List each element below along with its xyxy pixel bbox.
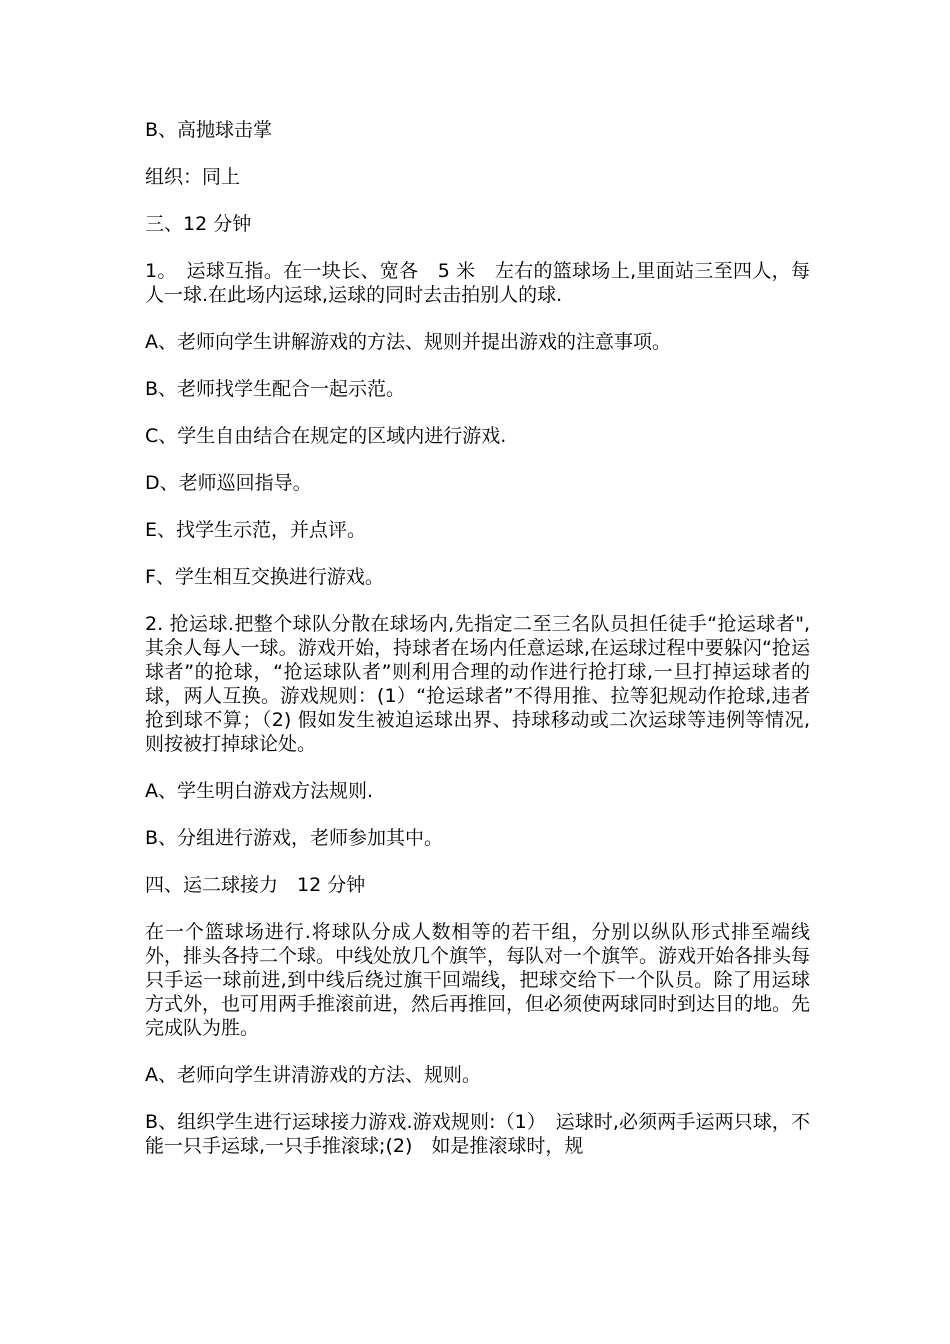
paragraph-relay: 在一个篮球场进行.将球队分成人数相等的若干组，分别以纵队形式排至端线外，排头各持二个球。中线处放几个旗竿，每队对一个旗竿。游戏开始各排头每只手运一球前进,到中线后绕过旗干回端线，把球交给下一个队员。除了用运球方式外，也可用两手推滚前进，然后再推回，但必须使两球同时到达目的地。先完成队为胜。 (145, 921, 811, 1039)
paragraph-high-toss-clap: B、高抛球击掌 (145, 119, 273, 141)
paragraph-steal-dribble: 2. 抢运球.把整个球队分散在球场内,先指定二至三名队员担任徒手“抢运球者",其余人每人一球。游戏开始，持球者在场内任意运球,在运球过程中要躲闪“抢运球者”的抢球，“抢运球队者”则利用合理的动作进行抢打球,一旦打掉运球者的球，两人互换。游戏规则：(1）“抢运球者”不得用推、拉等犯规动作抢球,违者抢到球不算；（2) 假如发生被迫运球出界、持球移动或二次运球等违例等情况,则按被打掉球论处。 (145, 613, 810, 755)
section-heading-four: 四、运二球接力 12 分钟 (145, 874, 366, 896)
step-c: C、学生自由结合在规定的区域内进行游戏. (145, 425, 507, 447)
step-a-rules: A、学生明白游戏方法规则. (145, 780, 374, 802)
paragraph-organization: 组织：同上 (145, 166, 241, 188)
step-b-groups: B、分组进行游戏，老师参加其中。 (145, 827, 444, 849)
step-a-explain: A、老师向学生讲清游戏的方法、规则。 (145, 1064, 481, 1086)
step-b: B、老师找学生配合一起示范。 (145, 378, 406, 400)
section-heading-three: 三、12 分钟 (145, 213, 252, 235)
step-b-relay-rules: B、组织学生进行运球接力游戏.游戏规则:（1） 运球时,必须两手运两只球，不能一只手运球,一只手推滚球;(2) 如是推滚球时，规 (145, 1111, 810, 1157)
document-page (145, 118, 810, 1181)
step-f: F、学生相互交换进行游戏。 (145, 566, 384, 588)
step-d: D、老师巡回指导。 (145, 472, 312, 494)
step-a: A、老师向学生讲解游戏的方法、规则并提出游戏的注意事项。 (145, 331, 671, 353)
paragraph-dribble-game: 1。 运球互指。在一块长、宽各 5 米 左右的篮球场上,里面站三至四人，每人一球.在此场内运球,运球的同时去击拍别人的球. (145, 260, 810, 306)
step-e: E、找学生示范，并点评。 (145, 519, 367, 541)
